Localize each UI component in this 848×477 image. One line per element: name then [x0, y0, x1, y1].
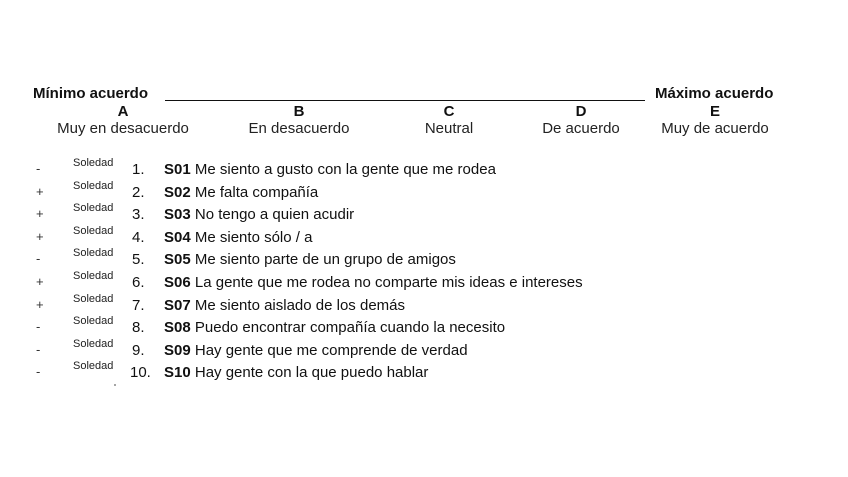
item-code: S05 [164, 251, 191, 269]
item-sign: + [36, 296, 44, 312]
item-category: Soledad [73, 270, 114, 282]
item-sign: - [36, 161, 41, 176]
item-category: Soledad [73, 247, 114, 260]
scale-line [165, 100, 645, 101]
item-category: Soledad [73, 157, 114, 169]
scale-option-c [425, 104, 473, 138]
item-statement [164, 319, 505, 336]
item-sign: - [36, 341, 41, 357]
scale-option-text: En desacuerdo [248, 120, 350, 137]
scale-option-letter: C [443, 103, 455, 120]
item-text: Hay gente que me comprende de verdad [194, 341, 468, 359]
item-code: S03 [164, 206, 191, 224]
item-category: Soledad [73, 315, 114, 328]
item-category: Soledad [73, 337, 114, 350]
crop-artifact [112, 382, 122, 388]
scale-option-letter: E [709, 103, 721, 120]
questionnaire-item [0, 247, 848, 269]
agreement-scale-header [33, 85, 793, 105]
item-number: 10. [130, 364, 151, 382]
questionnaire-item [0, 293, 848, 315]
questionnaire-item [0, 360, 848, 382]
scale-max-label: Máximo acuerdo [655, 85, 774, 102]
scale-option-letter: D [575, 103, 587, 120]
item-number: 8. [132, 319, 145, 337]
questionnaire-item [0, 157, 848, 179]
scale-option-e [661, 104, 769, 138]
item-statement [164, 251, 456, 268]
item-number: 9. [132, 341, 145, 359]
item-code: S07 [164, 296, 191, 314]
item-code: S06 [164, 274, 191, 291]
item-text: Me falta compañía [194, 183, 319, 201]
scale-min-label: Mínimo acuerdo [33, 85, 149, 102]
item-category: Soledad [73, 292, 114, 305]
item-code: S08 [164, 319, 191, 337]
questionnaire-item [0, 338, 848, 360]
item-sign: - [36, 319, 41, 335]
questionnaire-item [0, 225, 848, 247]
item-statement [164, 206, 354, 223]
item-sign: - [36, 364, 41, 380]
item-statement [164, 342, 468, 359]
questionnaire-item [0, 315, 848, 337]
scale-option-a [57, 104, 189, 138]
item-text: Hay gente con la que puedo hablar [194, 364, 429, 382]
item-number: 6. [132, 274, 145, 291]
item-text: Me siento sólo / a [194, 228, 313, 246]
item-number: 7. [132, 296, 145, 314]
questionnaire-item [0, 202, 848, 224]
item-sign: - [36, 251, 41, 267]
item-text: Puedo encontrar compañía cuando la necesito [194, 319, 506, 337]
item-sign: + [36, 183, 44, 199]
item-sign: + [36, 206, 44, 222]
item-text: No tengo a quien acudir [194, 206, 355, 224]
item-statement [164, 229, 312, 246]
item-statement [164, 364, 428, 381]
item-number: 2. [132, 183, 145, 201]
item-number: 4. [132, 228, 145, 246]
scale-option-letter: B [293, 103, 305, 120]
item-number: 5. [132, 251, 145, 269]
item-statement [164, 184, 318, 201]
item-text: Me siento parte de un grupo de amigos [194, 251, 456, 269]
item-code: S02 [164, 183, 191, 201]
scale-option-letter: A [117, 103, 129, 120]
item-sign: + [36, 274, 44, 289]
item-category: Soledad [73, 202, 114, 215]
item-text: Me siento aislado de los demás [194, 296, 405, 314]
item-statement [164, 161, 496, 178]
item-statement [164, 274, 583, 291]
questionnaire-item [0, 180, 848, 202]
item-category: Soledad [73, 179, 114, 192]
item-number: 3. [132, 206, 145, 224]
item-code: S10 [164, 364, 191, 382]
item-category: Soledad [73, 224, 114, 237]
item-sign: + [36, 228, 44, 244]
item-code: S04 [164, 228, 191, 246]
scale-option-text: Muy en desacuerdo [57, 120, 189, 137]
item-number: 1. [132, 161, 145, 178]
scale-option-text: De acuerdo [542, 120, 620, 137]
item-text: Me siento a gusto con la gente que me rodea [194, 161, 496, 178]
item-code: S09 [164, 341, 191, 359]
item-category: Soledad [73, 360, 114, 373]
scale-option-text: Muy de acuerdo [661, 120, 769, 137]
scale-option-b [249, 104, 350, 138]
scale-option-text: Neutral [424, 120, 474, 137]
item-statement [164, 297, 405, 314]
item-text: La gente que me rodea no comparte mis ideas e intereses [194, 274, 583, 291]
item-code: S01 [164, 161, 191, 178]
questionnaire-item [0, 270, 848, 292]
scale-option-d [542, 104, 620, 138]
